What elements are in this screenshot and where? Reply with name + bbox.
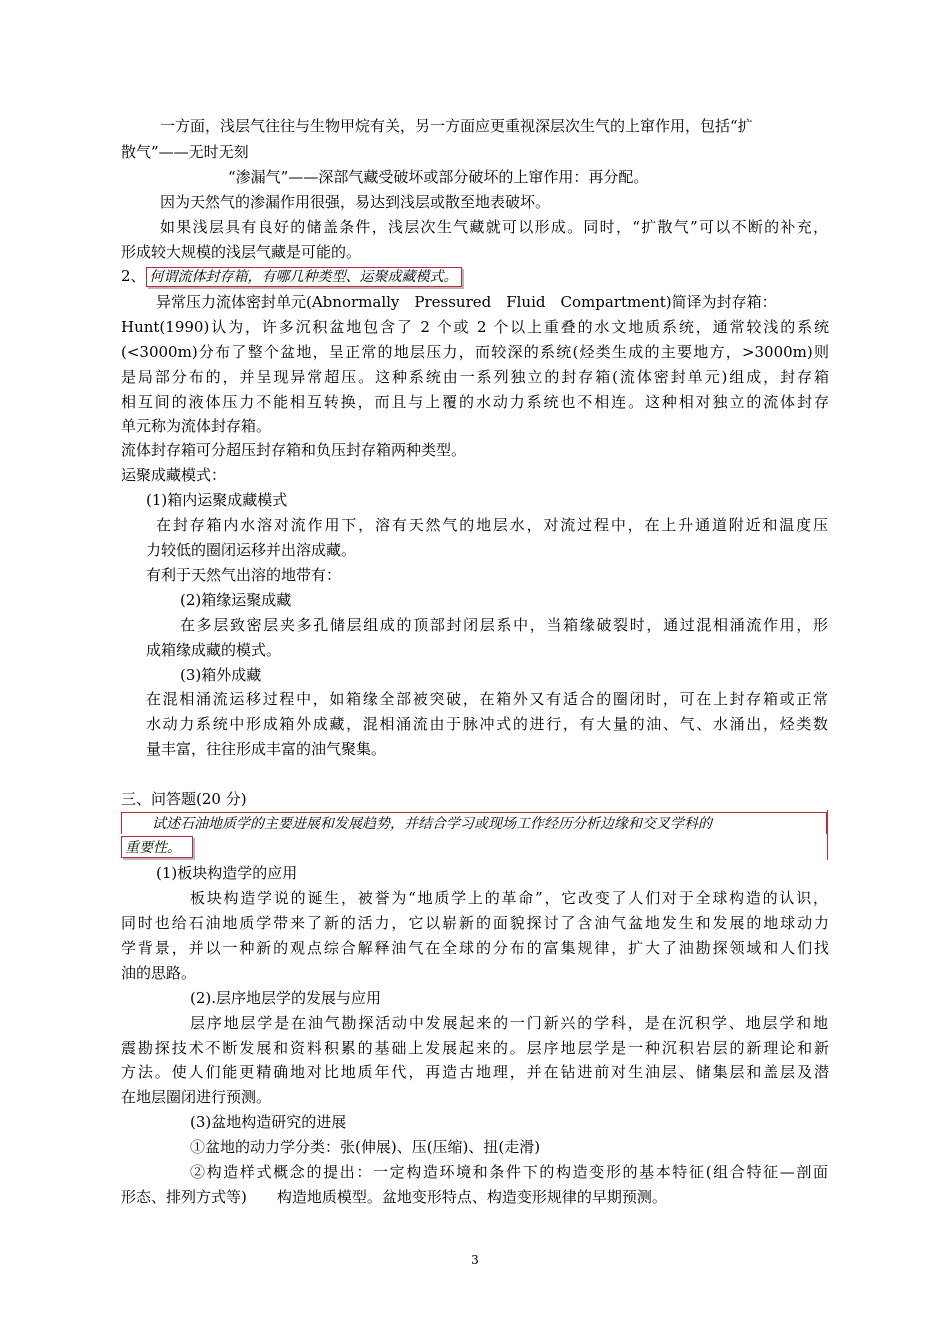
paragraph-line: 因为天然气的渗漏作用很强，易达到浅层或散至地表破坏。 [160, 193, 551, 211]
paragraph-line: 成箱缘成藏的模式。 [146, 641, 282, 659]
paragraph-line: 力较低的圈闭运移并出溶成藏。 [146, 541, 357, 559]
paragraph-line: 震勘探技术不断发展和资料积累的基础上发展起来的。层序地层学是一种沉积岩层的新理论和新 [121, 1039, 829, 1057]
sub-heading: (1)板块构造学的应用 [156, 864, 298, 882]
paragraph-line: 异常压力流体密封单元(Abnormally Pressured Fluid Compartment)简译为封存箱： [156, 293, 777, 311]
paragraph-line: 是局部分布的，并呈现异常超压。这种系统由一系列独立的封存箱(流体密封单元)组成，封存箱 [121, 368, 829, 386]
paragraph-line: Hunt(1990)认为，许多沉积盆地包含了 2 个或 2 个以上重叠的水文地质系统，通常较浅的系统 [121, 318, 829, 336]
page-number: 3 [471, 1253, 479, 1267]
paragraph-line: ②构造样式概念的提出：一定构造环境和条件下的构造变形的基本特征(组合特征—剖面 [190, 1163, 828, 1181]
highlighted-question-cont: 重要性。 [121, 836, 193, 858]
highlight-margin-bar [827, 810, 828, 860]
paragraph-line: 同时也给石油地质学带来了新的活力，它以崭新的面貌探讨了含油气盆地发生和发展的地球动力 [121, 914, 829, 932]
paragraph-line: 散气”——无时无刻 [121, 143, 249, 161]
section-heading: 三、问答题(20 分) [121, 790, 247, 808]
question-number: 2、 [121, 267, 146, 285]
paragraph-line: (<3000m)分布了整个盆地，呈正常的地层压力，而较深的系统(烃类生成的主要地方，>3000m)则 [121, 343, 829, 361]
sub-heading: (2)箱缘运聚成藏 [180, 591, 292, 609]
question-2-heading [121, 265, 829, 289]
highlighted-question: 试述石油地质学的主要进展和发展趋势，并结合学习或现场工作经历分析边缘和交叉学科的 [121, 812, 827, 834]
paragraph-line: 单元称为流体封存箱。 [121, 417, 272, 435]
paragraph-line: 水动力系统中形成箱外成藏，混相涌流由于脉冲式的进行，有大量的油、气、水涌出，烃类数 [146, 715, 828, 733]
paragraph-line: 有利于天然气出溶的地带有： [146, 566, 342, 584]
paragraph-line: ①盆地的动力学分类：张(伸展)、压(压缩)、扭(走滑) [190, 1138, 541, 1156]
highlighted-question: 何谓流体封存箱，有哪几种类型、运聚成藏模式。 [146, 267, 462, 287]
paragraph-line: 板块构造学说的诞生，被誉为“地质学上的革命”，它改变了人们对于全球构造的认识， [190, 889, 828, 907]
paragraph-line: 在多层致密层夹多孔储层组成的顶部封闭层系中，当箱缘破裂时，通过混相涌流作用，形 [180, 616, 828, 634]
paragraph-line: 流体封存箱可分超压封存箱和负压封存箱两种类型。 [121, 441, 467, 459]
paragraph-line: 在地层圈闭进行预测。 [121, 1088, 272, 1106]
paragraph-line: 油的思路。 [121, 964, 197, 982]
paragraph-line: 运聚成藏模式： [121, 466, 227, 484]
paragraph-line: 形态、排列方式等) 构造地质模型。盆地变形特点、构造变形规律的早期预测。 [121, 1188, 667, 1206]
sub-heading: (1)箱内运聚成藏模式 [146, 491, 288, 509]
paragraph-line: 形成较大规模的浅层气藏是可能的。 [121, 243, 362, 261]
paragraph-line: “渗漏气”——深部气藏受破坏或部分破坏的上窜作用：再分配。 [228, 168, 649, 186]
paragraph-line: 在封存箱内水溶对流作用下，溶有天然气的地层水，对流过程中，在上升通道附近和温度压 [156, 516, 828, 534]
sub-heading: (3)箱外成藏 [180, 666, 262, 684]
paragraph-line: 一方面，浅层气往往与生物甲烷有关，另一方面应更重视深层次生气的上窜作用，包括“扩 [160, 117, 753, 135]
paragraph-line: 方法。使人们能更精确地对比地质年代，再造古地理，并在钻进前对生油层、储集层和盖层及潜 [121, 1063, 829, 1081]
paragraph-line: 层序地层学是在油气勘探活动中发展起来的一门新兴的学科，是在沉积学、地层学和地 [190, 1014, 828, 1032]
paragraph-line: 相互间的液体压力不能相互转换，而且与上覆的水动力系统也不相连。这种相对独立的流体封存 [121, 393, 829, 411]
paragraph-line: 如果浅层具有良好的储盖条件，浅层次生气藏就可以形成。同时，“扩散气”可以不断的补充， [160, 218, 828, 236]
paragraph-line: 量丰富，往往形成丰富的油气聚集。 [146, 740, 387, 758]
paragraph-line: 学背景，并以一种新的观点综合解释油气在全球的分布的富集规律，扩大了油勘探领域和人们找 [121, 939, 829, 957]
sub-heading: (3)盆地构造研究的进展 [190, 1113, 347, 1131]
paragraph-line: 在混相涌流运移过程中，如箱缘全部被突破，在箱外又有适合的圈闭时，可在上封存箱或正常 [146, 690, 828, 708]
sub-heading: (2).层序地层学的发展与应用 [190, 989, 382, 1007]
